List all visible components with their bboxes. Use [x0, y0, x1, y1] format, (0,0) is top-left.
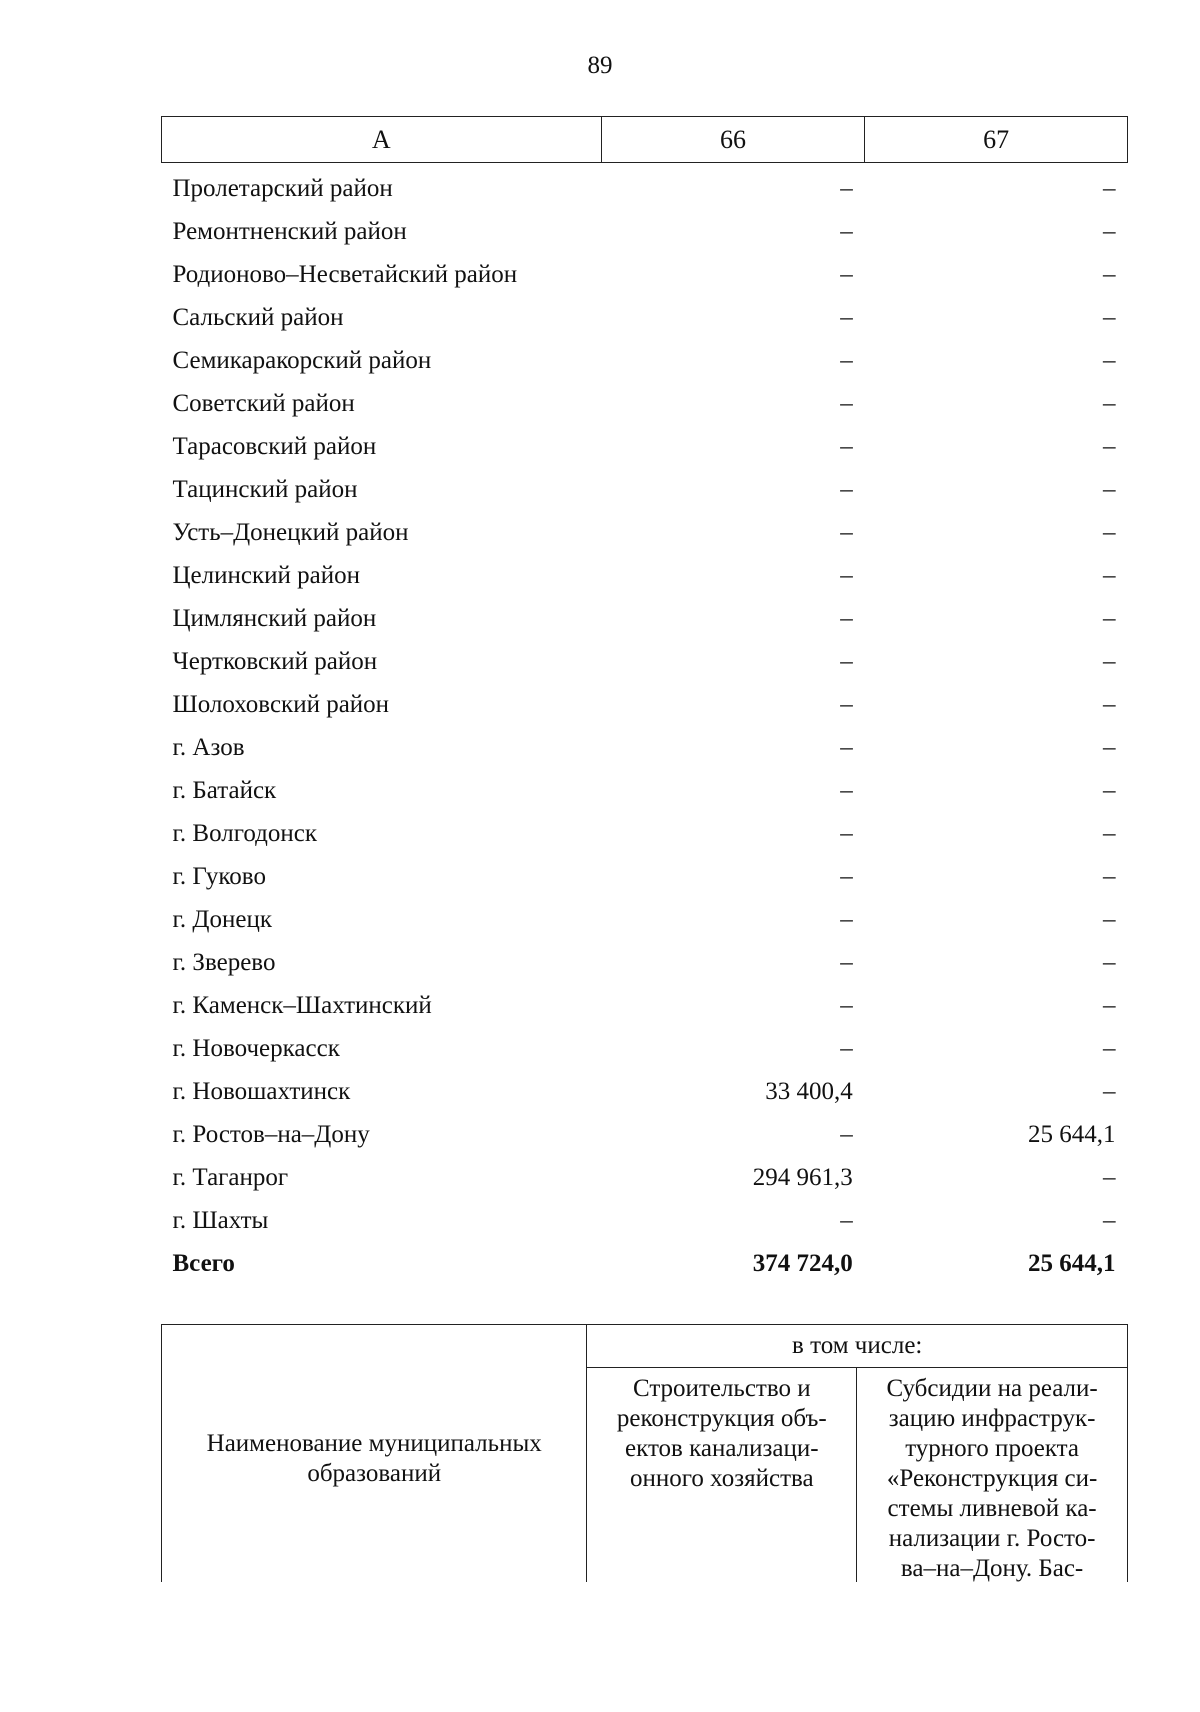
table-row [162, 812, 1128, 855]
table-row [162, 769, 1128, 812]
value-67-cell: – [1103, 905, 1116, 933]
table-row [162, 554, 1128, 597]
value-66-cell: 33 400,4 [765, 1077, 853, 1105]
value-66-cell: – [840, 432, 853, 460]
total-row [162, 1242, 1128, 1285]
municipality-cell: Чертковский район [172, 647, 378, 675]
value-66-cell: – [840, 217, 853, 245]
including-group-header: в том числе: [587, 1325, 1128, 1368]
municipality-cell: г. Новочеркасск [172, 1034, 340, 1062]
table-row [162, 597, 1128, 640]
value-67-cell: – [1103, 690, 1116, 718]
value-67-cell: – [1103, 991, 1116, 1019]
table-row [162, 1070, 1128, 1113]
table-row [162, 941, 1128, 984]
value-66-cell: – [840, 561, 853, 589]
table-row [162, 425, 1128, 468]
municipality-cell: Тацинский район [172, 475, 358, 503]
table-row [162, 683, 1128, 726]
table-row [162, 1199, 1128, 1242]
municipality-cell: г. Каменск–Шахтинский [172, 991, 432, 1019]
value-67-cell: – [1103, 260, 1116, 288]
municipality-cell: Тарасовский район [172, 432, 377, 460]
value-66-cell: – [840, 518, 853, 546]
value-66-cell: – [840, 389, 853, 417]
value-67-cell: – [1103, 776, 1116, 804]
municipality-cell: Ремонтненский район [172, 217, 407, 245]
value-67-cell: – [1103, 432, 1116, 460]
value-67-cell: – [1103, 174, 1116, 202]
value-66-cell: – [840, 1206, 853, 1234]
municipality-cell: г. Новошахтинск [172, 1077, 351, 1105]
value-67-cell: – [1103, 819, 1116, 847]
storm-drain-subsidy-header [857, 1368, 1128, 1593]
value-67-cell: 25 644,1 [1028, 1120, 1116, 1148]
municipality-cell: г. Таганрог [172, 1163, 289, 1191]
municipality-cell: Всего [172, 1249, 235, 1277]
column-header-66: 66 [601, 117, 865, 163]
table-row [162, 898, 1128, 941]
value-66-cell: – [840, 991, 853, 1019]
value-67-cell: – [1103, 518, 1116, 546]
value-67-cell: – [1103, 948, 1116, 976]
municipality-cell: г. Зверево [172, 948, 276, 976]
value-66-cell: – [840, 1034, 853, 1062]
municipality-cell: г. Донецк [172, 905, 272, 933]
value-67-cell: – [1103, 733, 1116, 761]
value-67-cell: – [1103, 1077, 1116, 1105]
municipality-cell: Целинский район [172, 561, 360, 589]
municipality-cell: Усть–Донецкий район [172, 518, 409, 546]
municipality-cell: г. Батайск [172, 776, 277, 804]
value-67-cell: – [1103, 1163, 1116, 1191]
value-66-cell: 294 961,3 [752, 1163, 853, 1191]
value-66-cell: – [840, 260, 853, 288]
value-66-cell: – [840, 174, 853, 202]
table-row [162, 855, 1128, 898]
municipality-cell: Пролетарский район [172, 174, 393, 202]
table-row [162, 1113, 1128, 1156]
sewerage-construction-header [587, 1368, 857, 1593]
value-66-cell: 374 724,0 [752, 1249, 853, 1277]
table-row [162, 253, 1128, 296]
table-row [162, 1156, 1128, 1199]
value-67-cell: – [1103, 561, 1116, 589]
sewerage-construction-text: Строительство и реконструкция объ- ектов канализаци- онного хозяйства [616, 1375, 827, 1492]
value-66-cell: – [840, 819, 853, 847]
municipality-cell: г. Шахты [172, 1206, 269, 1234]
storm-drain-subsidy-text: Субсидии на реали- зацию инфраструк- турного проекта «Реконструкция си- стемы ливневой ка- нализации г. Росто- ва–на–Дону. Бас- [886, 1375, 1098, 1582]
municipality-cell: г. Волгодонск [172, 819, 318, 847]
column-header-67: 67 [865, 117, 1128, 163]
value-66-cell: – [840, 905, 853, 933]
value-67-cell: – [1103, 647, 1116, 675]
value-67-cell: 25 644,1 [1028, 1249, 1116, 1277]
value-66-cell: – [840, 346, 853, 374]
table-row [162, 382, 1128, 425]
next-table-header [161, 1324, 1128, 1593]
table-row [162, 210, 1128, 253]
value-66-cell: – [840, 690, 853, 718]
table-row [162, 726, 1128, 769]
value-67-cell: – [1103, 862, 1116, 890]
value-67-cell: – [1103, 475, 1116, 503]
table-row [162, 984, 1128, 1027]
table-row [162, 468, 1128, 511]
municipality-cell: Цимлянский район [172, 604, 377, 632]
column-numbering-row [162, 117, 1128, 163]
value-66-cell: – [840, 862, 853, 890]
table-body [162, 163, 1128, 1286]
value-66-cell: – [840, 776, 853, 804]
table-row [162, 163, 1128, 211]
municipality-cell: г. Гуково [172, 862, 266, 890]
municipality-cell: Шолоховский район [172, 690, 390, 718]
municipality-cell: Семикаракорский район [172, 346, 432, 374]
value-66-cell: – [840, 1120, 853, 1148]
table-row [162, 1027, 1128, 1070]
value-66-cell: – [840, 733, 853, 761]
municipality-cell: г. Ростов–на–Дону [172, 1120, 370, 1148]
table-row [162, 511, 1128, 554]
subsidy-table-continued [161, 116, 1128, 1285]
table-row [162, 339, 1128, 382]
table-row [162, 640, 1128, 683]
value-67-cell: – [1103, 1206, 1116, 1234]
municipality-cell: Сальский район [172, 303, 344, 331]
value-66-cell: – [840, 475, 853, 503]
municipality-cell: Родионово–Несветайский район [172, 260, 518, 288]
value-66-cell: – [840, 303, 853, 331]
municipality-cell: г. Азов [172, 733, 245, 761]
value-66-cell: – [840, 604, 853, 632]
column-header-a: А [162, 117, 602, 163]
page-number: 89 [587, 52, 613, 79]
value-67-cell: – [1103, 604, 1116, 632]
value-67-cell: – [1103, 389, 1116, 417]
value-66-cell: – [840, 647, 853, 675]
table-row [162, 296, 1128, 339]
value-67-cell: – [1103, 303, 1116, 331]
value-66-cell: – [840, 948, 853, 976]
value-67-cell: – [1103, 1034, 1116, 1062]
value-67-cell: – [1103, 217, 1116, 245]
municipality-name-header: Наименование муниципальных образований [162, 1325, 587, 1593]
municipality-cell: Советский район [172, 389, 355, 417]
value-67-cell: – [1103, 346, 1116, 374]
page-cutoff [150, 1582, 1200, 1712]
